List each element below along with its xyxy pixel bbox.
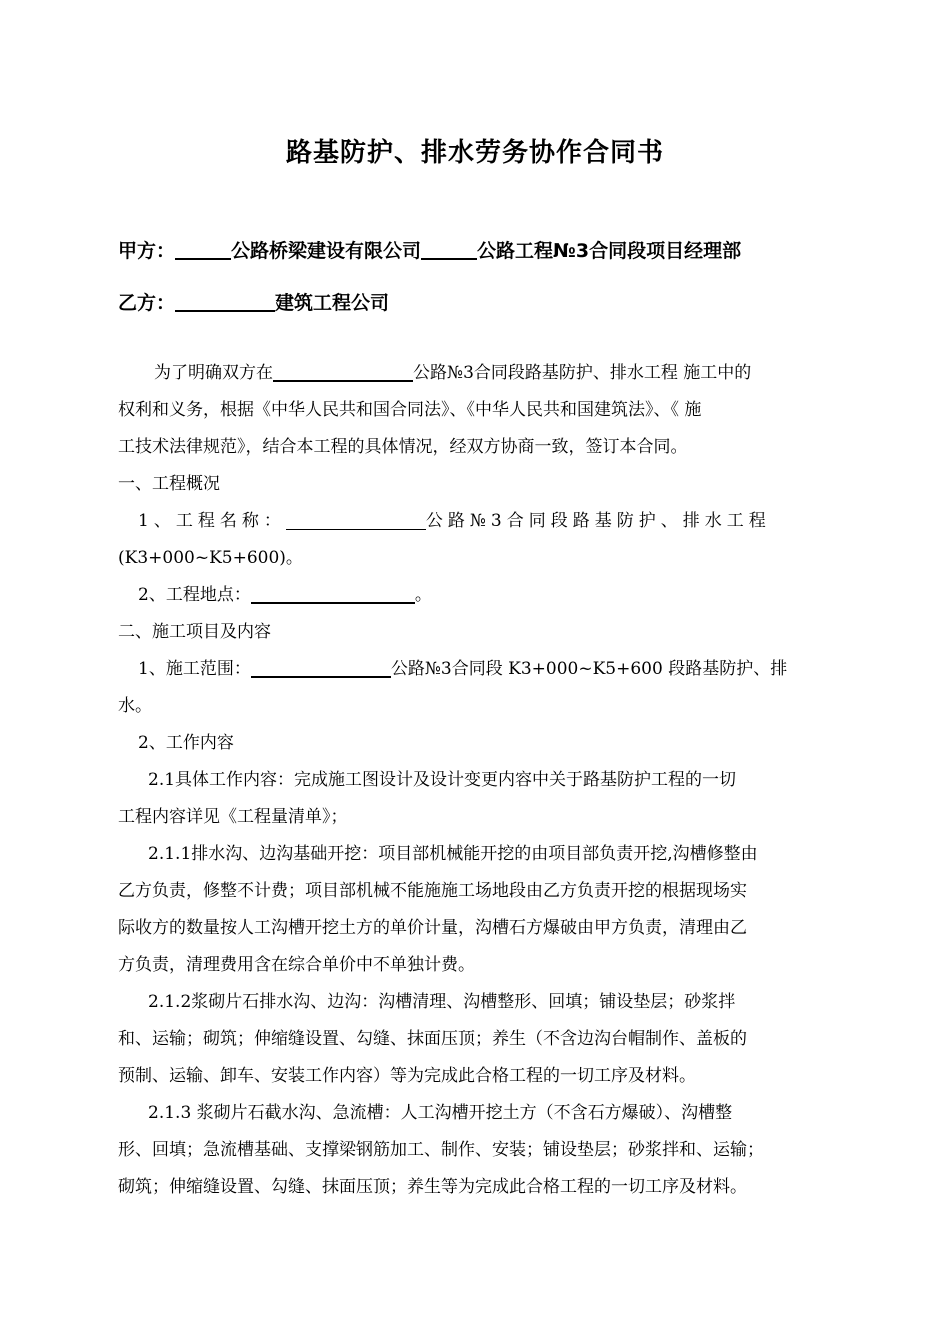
project-name-label: 1、工程名称： <box>138 511 286 531</box>
clause-2-1-2-line: 2.1.2浆砌片石排水沟、边沟：沟槽清理、沟槽整形、回填；铺设垫层；砂浆拌 <box>148 992 736 1012</box>
clause-2-1-1-line: 2.1.1排水沟、边沟基础开挖：项目部机械能开挖的由项目部负责开挖,沟槽修整由 <box>148 844 758 864</box>
project-name-value: 公路№3合同段路基防护、排水工程 <box>425 511 771 531</box>
section-2-heading: 二、施工项目及内容 <box>118 622 271 642</box>
party-a-blank-2 <box>421 239 477 260</box>
project-name-line <box>118 503 832 540</box>
party-b-label: 乙方： <box>118 292 176 314</box>
project-name-blank <box>286 512 426 530</box>
contract-body <box>118 355 832 1206</box>
party-b-company: 建筑工程公司 <box>275 292 390 314</box>
party-a-line <box>118 236 741 263</box>
clause-2-1-1-line: 际收方的数量按人工沟槽开挖土方的单价计量，沟槽石方爆破由甲方负责，清理由乙 <box>118 918 747 938</box>
scope-continued: 水。 <box>118 696 152 716</box>
clause-2-1-3-line: 2.1.3 浆砌片石截水沟、急流槽：人工沟槽开挖土方（不含石方爆破）、沟槽整 <box>148 1103 733 1123</box>
party-a-company: 公路桥梁建设有限公司 <box>231 240 422 262</box>
clause-2-1-1-line: 方负责，清理费用含在综合单价中不单独计费。 <box>118 955 475 975</box>
intro-text: 为了明确双方在 <box>154 363 273 383</box>
clause-2-1-line: 2.1具体工作内容：完成施工图设计及设计变更内容中关于路基防护工程的一切 <box>148 770 737 790</box>
intro-blank <box>273 363 413 382</box>
scope-line <box>118 651 832 688</box>
project-location-line <box>118 577 832 614</box>
work-content-heading: 2、工作内容 <box>138 733 234 753</box>
clause-2-1-2-line: 和、运输；砌筑；伸缩缝设置、勾缝、抹面压顶；养生（不含边沟台帽制作、盖板的 <box>118 1029 747 1049</box>
intro-line-1 <box>118 355 832 392</box>
clause-2-1-1-line: 乙方负责，修整不计费；项目部机械不能施施工场地段由乙方负责开挖的根据现场实 <box>118 881 747 901</box>
project-location-end: 。 <box>414 585 432 605</box>
scope-label: 1、施工范围： <box>138 659 251 679</box>
clause-2-1-line: 工程内容详见《工程量清单》； <box>118 807 348 827</box>
project-name-continued: (K3+000~K5+600)。 <box>118 548 303 568</box>
scope-blank <box>251 659 391 678</box>
clause-2-1-2-line: 预制、运输、卸车、安装工作内容）等为完成此合格工程的一切工序及材料。 <box>118 1066 696 1086</box>
intro-line-3: 工技术法律规范》，结合本工程的具体情况，经双方协商一致，签订本合同。 <box>118 437 688 457</box>
clause-2-1-3-line: 砌筑；伸缩缝设置、勾缝、抹面压顶；养生等为完成此合格工程的一切工序及材料。 <box>118 1177 747 1197</box>
scope-value: 公路№3合同段 K3+000~K5+600 段路基防护、排 <box>390 659 788 679</box>
party-a-label: 甲方： <box>118 240 176 262</box>
document-title: 路基防护、排水劳务协作合同书 <box>285 138 664 168</box>
intro-text: 公路№3合同段路基防护、排水工程 施工中的 <box>413 363 752 383</box>
party-b-blank <box>175 291 275 312</box>
project-location-label: 2、工程地点： <box>138 585 251 605</box>
section-1-heading: 一、工程概况 <box>118 474 220 494</box>
party-b-line <box>118 288 389 315</box>
project-location-blank <box>251 585 415 604</box>
intro-line-2: 权利和义务，根据《中华人民共和国合同法》、《中华人民共和国建筑法》、《 施 <box>118 400 702 420</box>
party-a-department: 公路工程№3合同段项目经理部 <box>477 240 742 262</box>
clause-2-1-3-line: 形、回填；急流槽基础、支撑梁钢筋加工、制作、安装；铺设垫层；砂浆拌和、运输； <box>118 1140 764 1160</box>
party-a-blank-1 <box>175 239 231 260</box>
